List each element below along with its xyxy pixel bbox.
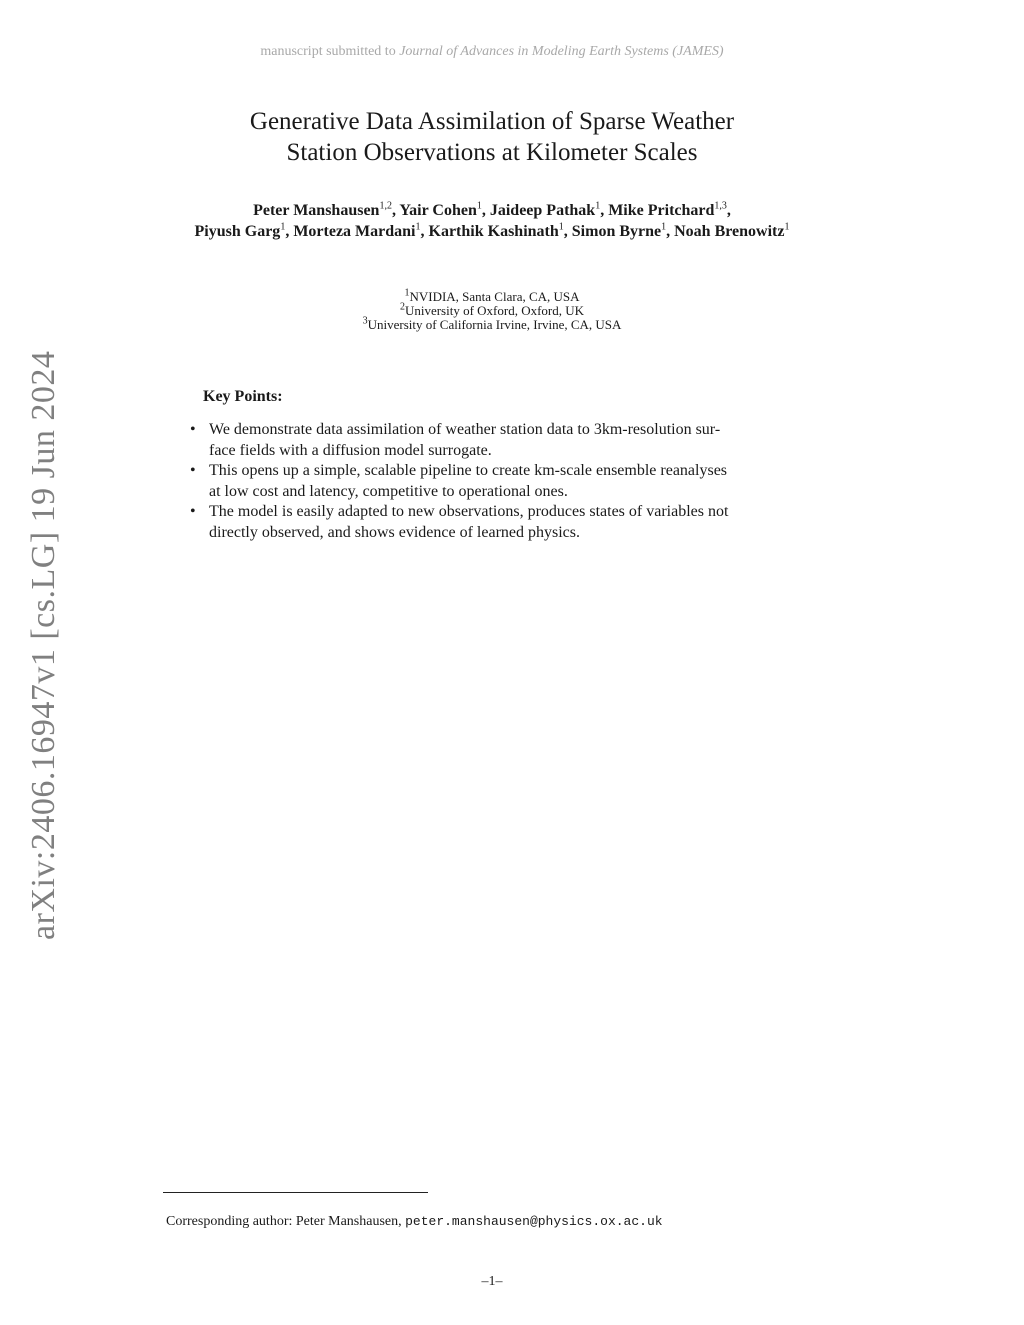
title-line-2: Station Observations at Kilometer Scales xyxy=(286,139,698,166)
header-prefix: manuscript submitted to xyxy=(260,44,396,59)
bullet-icon: • xyxy=(190,462,196,479)
running-header xyxy=(0,44,984,60)
key-point: • We demonstrate data assimilation of weather station data to 3km-resolution sur- face fields with a diffusion model surrogate. xyxy=(190,421,721,459)
author: Morteza Mardani$^1$ xyxy=(293,221,421,240)
key-points-heading: Key Points: xyxy=(203,388,283,405)
affiliation: $^2$University of Oxford, Oxford, UK xyxy=(399,301,585,318)
author: Simon Byrne$^1$ xyxy=(571,221,667,240)
bullet-icon: • xyxy=(190,503,196,520)
footnote-rule xyxy=(163,1192,428,1193)
affiliation: $^3$University of California Irvine, Irvine, CA, USA xyxy=(362,315,622,332)
key-points-list xyxy=(190,420,808,543)
arxiv-stamp: arXiv:2406.16947v1 [cs.LG] 19 Jun 2024 xyxy=(25,350,62,940)
header-journal: Journal of Advances in Modeling Earth Systems (JAMES) xyxy=(399,44,724,59)
author: Peter Manshausen$^{1,2}$ xyxy=(253,200,392,219)
corresponding-author-footnote xyxy=(166,1214,663,1230)
author: Karthik Kashinath$^1$ xyxy=(428,221,564,240)
paper-title xyxy=(160,106,824,168)
page-number: –1– xyxy=(481,1274,503,1289)
author: Jaideep Pathak$^1$ xyxy=(489,200,601,219)
footnote-label: Corresponding author: Peter Manshausen, xyxy=(166,1214,402,1229)
author-email: peter.manshausen@physics.ox.ac.uk xyxy=(405,1214,663,1229)
author: Noah Brenowitz$^1$ xyxy=(674,221,790,240)
author-list: Peter Manshausen$^{1,2}$, Yair Cohen$^1$, Jaideep Pathak$^1$, Mike Pritchard$^{1,3}$, Piyush Garg$^1$, Morteza Mardani$^1$, Karthik Kashinath$^1$, Simon Byrne$^1$, Noah Brenowitz$^1$ xyxy=(194,200,790,240)
author: Mike Pritchard$^{1,3}$ xyxy=(608,200,727,219)
bullet-icon: • xyxy=(190,421,196,438)
key-point: • The model is easily adapted to new observations, produces states of variables not directly observed, and shows evidence of learned physics. xyxy=(190,503,729,541)
title-line-1: Generative Data Assimilation of Sparse Weather xyxy=(249,108,735,135)
author: Yair Cohen$^1$ xyxy=(399,200,482,219)
affiliation: $^1$NVIDIA, Santa Clara, CA, USA xyxy=(404,287,580,304)
affiliation-list xyxy=(244,287,740,332)
key-point: • This opens up a simple, scalable pipeline to create km-scale ensemble reanalyses at low cost and latency, competitive to operational ones. xyxy=(190,462,728,500)
author: Piyush Garg$^1$ xyxy=(194,221,286,240)
